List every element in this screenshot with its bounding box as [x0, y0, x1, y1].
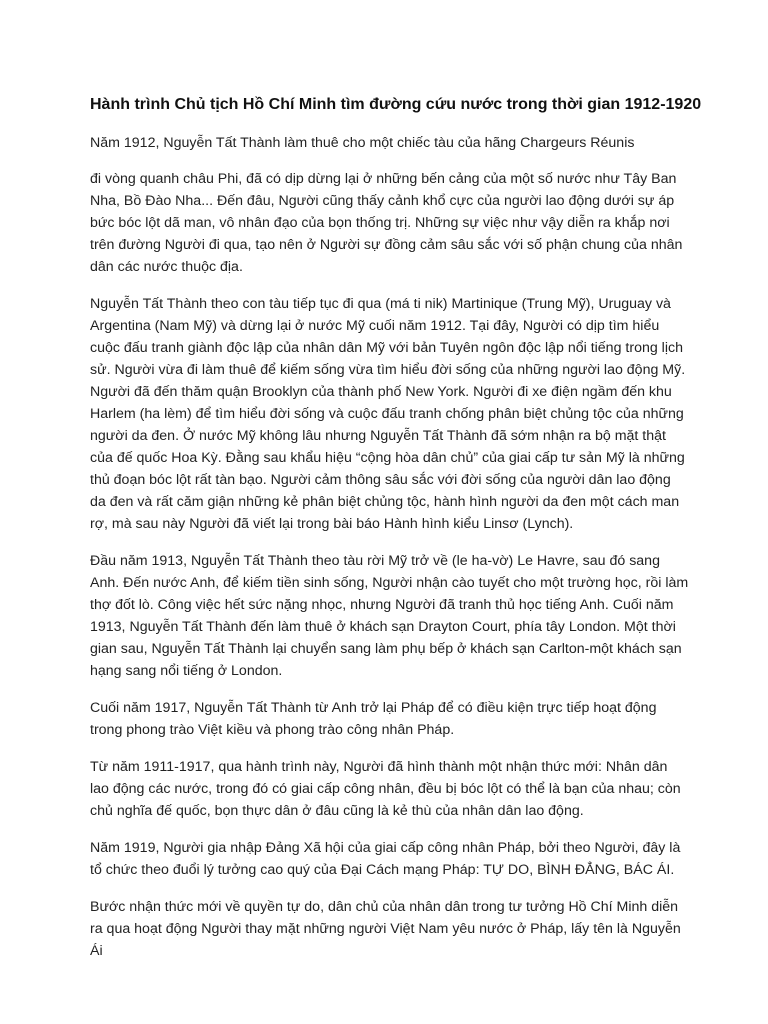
paragraph-england: Đầu năm 1913, Nguyễn Tất Thành theo tàu rời Mỹ trở về (le ha-vờ) Le Havre, sau đó sang Anh. Đến nước Anh, để kiếm tiền sinh sống, Người nhận cào tuyết cho một trường học, rồi làm thợ đốt lò. Công việc hết sức nặng nhọc, nhưng Người đã tranh thủ học tiếng Anh. Cuối năm 1913, Nguyễn Tất Thành đến làm thuê ở khách sạn Drayton Court, phía tây London. Một thời gian sau, Nguyễn Tất Thành lại chuyển sang làm phụ bếp ở khách sạn Carlton-một khách sạn hạng sang nổi tiếng ở London.: [90, 553, 689, 679]
paragraph-america: Nguyễn Tất Thành theo con tàu tiếp tục đi qua (má ti nik) Martinique (Trung Mỹ), Uruguay và Argentina (Nam Mỹ) và dừng lại ở nước Mỹ cuối năm 1912. Tại đây, Người có dịp tìm hiểu cuộc đấu tranh giành độc lập của nhân dân Mỹ với bản Tuyên ngôn độc lập nổi tiếng trong lịch sử. Người vừa đi làm thuê để kiếm sống vừa tìm hiểu đời sống của những người lao động Mỹ. Người đã đến thăm quận Brooklyn của thành phố New York. Người đi xe điện ngầm đến khu Harlem (ha lèm) để tìm hiểu đời sống và cuộc đấu tranh chống phân biệt chủng tộc của những người da đen. Ở nước Mỹ không lâu nhưng Nguyễn Tất Thành đã sớm nhận ra bộ mặt thật của đế quốc Hoa Kỳ. Đằng sau khẩu hiệu “cộng hòa dân chủ” của giai cấp tư sản Mỹ là những thủ đoạn bóc lột rất tàn bạo. Người cảm thông sâu sắc với đời sống của người dân lao động da đen và rất căm giận những kẻ phân biệt chủng tộc, hành hình người da đen một cách man rợ, mà sau này Người đã viết lại trong bài báo Hành hình kiểu Linsơ (Lynch).: [90, 296, 686, 532]
paragraph-africa-voyage: đi vòng quanh châu Phi, đã có dịp dừng lại ở những bến cảng của một số nước như Tây Ban Nha, Bồ Đào Nha... Đến đâu, Người cũng thấy cảnh khổ cực của người lao động dưới sự áp bức bóc lột dã man, vô nhân đạo của bọn thống trị. Những sự việc như vậy diễn ra khắp nơi trên đường Người đi qua, tạo nên ở Người sự đồng cảm sâu sắc với số phận chung của nhân dân các nước thuộc địa.: [90, 171, 683, 275]
paragraph-freedom-democracy: Bước nhận thức mới về quyền tự do, dân chủ của nhân dân trong tư tưởng Hồ Chí Minh diễn ra qua hoạt động Người thay mặt những người Việt Nam yêu nước ở Pháp, lấy tên là Nguyễn Ái: [90, 899, 681, 959]
document-body: [90, 132, 690, 977]
paragraph-intro: Năm 1912, Nguyễn Tất Thành làm thuê cho một chiếc tàu của hãng Chargeurs Réunis: [90, 135, 635, 151]
paragraph-new-awareness: Từ năm 1911-1917, qua hành trình này, Người đã hình thành một nhận thức mới: Nhân dân lao động các nước, trong đó có giai cấp công nhân, đều bị bóc lột có thể là bạn của nhau; còn chủ nghĩa đế quốc, bọn thực dân ở đâu cũng là kẻ thù của nhân dân lao động.: [90, 759, 681, 819]
paragraph-socialist-party: Năm 1919, Người gia nhập Đảng Xã hội của giai cấp công nhân Pháp, bởi theo Người, đây là tổ chức theo đuổi lý tưởng cao quý của Đại Cách mạng Pháp: TỰ DO, BÌNH ĐẲNG, BÁC ÁI.: [90, 840, 681, 878]
document-title: Hành trình Chủ tịch Hồ Chí Minh tìm đường cứu nước trong thời gian 1912-1920: [90, 96, 702, 113]
paragraph-return-france: Cuối năm 1917, Nguyễn Tất Thành từ Anh trở lại Pháp để có điều kiện trực tiếp hoạt động trong phong trào Việt kiều và phong trào công nhân Pháp.: [90, 700, 657, 738]
